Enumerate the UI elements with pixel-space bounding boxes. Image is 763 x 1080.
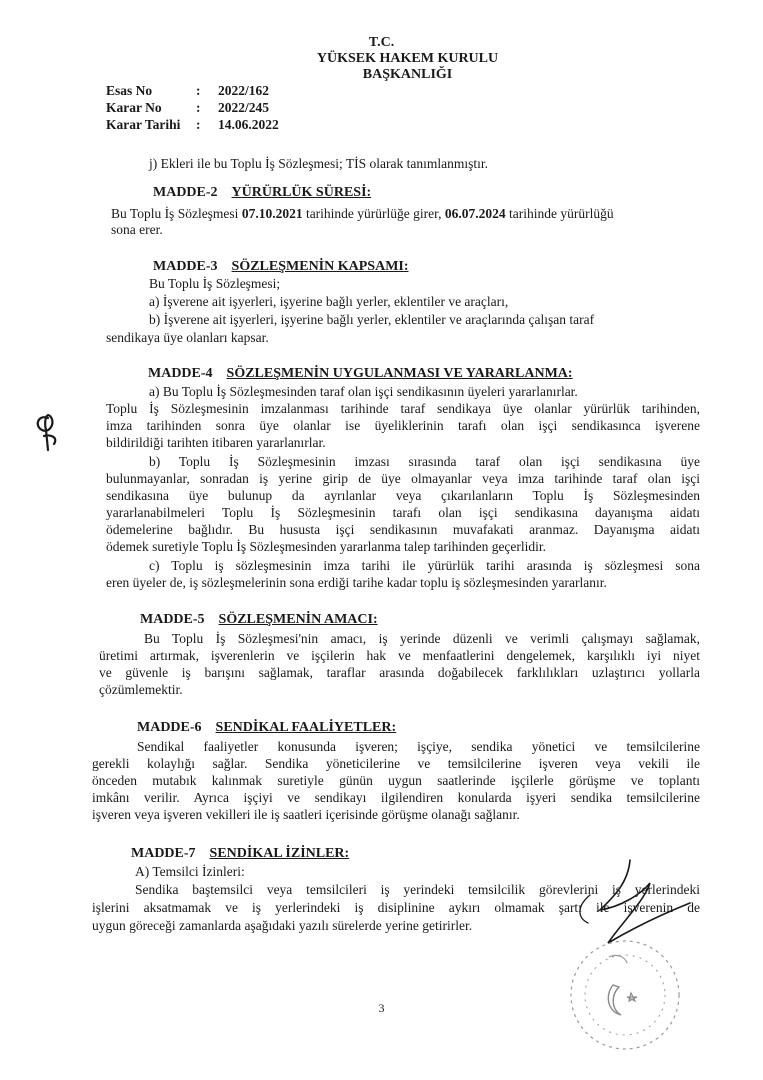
madde-3-line: a) İşverene ait işyerleri, işyerine bağlı yerler, eklentiler ve araçları, bbox=[149, 294, 509, 309]
end-date: 06.07.2024 bbox=[444, 206, 506, 221]
madde-4-line: ödemelerine bağlıdır. Bu hususta işçi sendikasının muvafakati aranmaz. Dayanışma aidatı bbox=[106, 522, 700, 537]
margin-initial-signature bbox=[30, 408, 70, 458]
meta-value: 2022/162 bbox=[218, 83, 270, 98]
madde-4-line: a) Bu Toplu İş Sözleşmesinden taraf olan işçi sendikasının üyeleri yararlanırlar. bbox=[149, 384, 578, 399]
meta-colon: : bbox=[196, 100, 201, 115]
meta-colon: : bbox=[196, 83, 201, 98]
madde-6-line: önceden mutabık kalınmak suretiyle günün uygun saatlerinde işçilerle görüşme ve toplantı bbox=[92, 773, 700, 788]
madde-7-line: uygun göreceği zamanlarda aşağıdaki yazılı sürelerde yerine getirirler. bbox=[92, 918, 473, 933]
madde-3-title: SÖZLEŞMENİN KAPSAMI: bbox=[231, 259, 409, 274]
madde-7-heading bbox=[131, 846, 349, 862]
meta-row-esas bbox=[106, 83, 269, 99]
meta-value: 14.06.2022 bbox=[218, 117, 279, 132]
madde-4-heading bbox=[148, 366, 573, 382]
header-line-2: YÜKSEK HAKEM KURULU bbox=[316, 51, 499, 66]
meta-key: Karar Tarihi bbox=[106, 117, 181, 132]
meta-value: 2022/245 bbox=[218, 100, 270, 115]
meta-row-karar-tarihi bbox=[106, 117, 279, 133]
madde-7-line: A) Temsilci İzinleri: bbox=[135, 864, 245, 879]
madde-2-line-1 bbox=[111, 206, 715, 222]
madde-2-number: MADDE-2 bbox=[153, 185, 218, 200]
header-line-1: T.C. bbox=[368, 35, 395, 50]
meta-key: Esas No bbox=[106, 83, 153, 98]
madde-2-title: YÜRÜRLÜK SÜRESİ: bbox=[231, 185, 372, 200]
madde-4-line: bildirildiği tarihten itibaren yararlanırlar. bbox=[106, 435, 326, 450]
madde-2-text-a: Bu Toplu İş Sözleşmesi bbox=[111, 206, 242, 221]
madde-7-line: işlerini aksatmamak ve iş yerlerindeki iş disiplinine aykırı olmamak şartı ile işverenin de bbox=[92, 900, 700, 915]
official-stamp bbox=[565, 935, 685, 1055]
madde-5-line: çözümlemektir. bbox=[99, 682, 183, 697]
madde-6-title: SENDİKAL FAALİYETLER: bbox=[215, 720, 397, 735]
madde-6-heading bbox=[137, 720, 396, 736]
madde-3-line: b) İşverene ait işyerleri, işyerine bağlı yerler, eklentiler ve araçlarında çalışan taraf bbox=[149, 312, 595, 327]
madde-5-line: Bu Toplu İş Sözleşmesi'nin amacı, iş yerinde düzenli ve verimli çalışmayı sağlamak, bbox=[144, 631, 700, 646]
madde-4-line: b) Toplu İş Sözleşmesinin imzası sırasında taraf olan işçi sendikasına üye bbox=[149, 454, 700, 469]
madde-4-line: yararlanabilmeleri Toplu İş Sözleşmesinin tarafı olan işçi sendikasına dayanışma aidatı bbox=[106, 505, 700, 520]
madde-2-heading bbox=[153, 185, 371, 201]
madde-6-line: işveren veya işveren vekilleri ile iş saatleri içerisinde görüşme olanağı sağlanır. bbox=[92, 807, 520, 822]
madde-4-title: SÖZLEŞMENİN UYGULANMASI VE YARARLANMA: bbox=[226, 366, 573, 381]
madde-6-line: Sendikal faaliyetler konusunda işveren; işçiye, sendika yönetici ve temsilcilerine bbox=[137, 739, 700, 754]
madde-4-line: c) Toplu iş sözleşmesinin imza tarihi ile yürürlük tarihi arasında iş sözleşmesi sona bbox=[149, 558, 700, 573]
madde-5-heading bbox=[140, 612, 378, 628]
meta-key: Karar No bbox=[106, 100, 162, 115]
madde-7-number: MADDE-7 bbox=[131, 846, 196, 861]
madde-5-number: MADDE-5 bbox=[140, 612, 205, 627]
madde-2-text-b: tarihinde yürürlüğe girer, bbox=[302, 206, 445, 221]
madde-2-text-c: tarihinde yürürlüğü bbox=[505, 206, 614, 221]
madde-4-line: eren üyeler de, iş sözleşmelerinin sona erdiği tarihe kadar toplu iş sözleşmesinden yararlanır. bbox=[106, 575, 607, 590]
madde-2-line-2: sona erer. bbox=[111, 222, 163, 237]
header-line-3: BAŞKANLIĞI bbox=[362, 67, 453, 82]
madde-3-line: sendikaya üye olanları kapsar. bbox=[106, 330, 269, 345]
madde-3-heading bbox=[153, 259, 409, 275]
madde-6-line: gerekli kolaylığı sağlar. Sendika yöneticilerine ve temsilcilerine işveren veya vekili ile bbox=[92, 756, 700, 771]
madde-7-title: SENDİKAL İZİNLER: bbox=[209, 846, 350, 861]
madde-7-line: Sendika baştemsilci veya temsilcileri iş yerindeki temsilcilik görevlerini iş yerlerindeki bbox=[135, 882, 700, 897]
madde-3-number: MADDE-3 bbox=[153, 259, 218, 274]
meta-row-karar bbox=[106, 100, 269, 116]
madde-4-line: bulunmayanlar, sonradan iş yerine girip de üye olmayanlar veya imza tarihinde taraf olan işçi bbox=[106, 471, 700, 486]
madde-4-line: sendikasına üye bulunup da ayrılanlar veya çıkarılanların Toplu İş Sözleşmesinden bbox=[106, 488, 700, 503]
madde-6-number: MADDE-6 bbox=[137, 720, 202, 735]
start-date: 07.10.2021 bbox=[241, 206, 303, 221]
item-j: j) Ekleri ile bu Toplu İş Sözleşmesi; TİS olarak tanımlanmıştır. bbox=[149, 156, 489, 171]
madde-4-line: ödemek suretiyle Toplu İş Sözleşmesinden yararlanma talep tarihinden geçerlidir. bbox=[106, 539, 547, 554]
madde-4-number: MADDE-4 bbox=[148, 366, 213, 381]
page-number: 3 bbox=[378, 1001, 385, 1015]
madde-3-line: Bu Toplu İş Sözleşmesi; bbox=[149, 276, 281, 291]
madde-5-line: üretimi artırmak, işverenlerin ve işçilerin hak ve menfaatlerini dengelemek, karşılıklı iyi niyet bbox=[99, 648, 700, 663]
meta-colon: : bbox=[196, 117, 201, 132]
madde-6-line: imkânı verilir. Ayrıca işçiyi ve sendikayı ilgilendiren konularda işyeri sendika temsilcilerine bbox=[92, 790, 700, 805]
madde-5-title: SÖZLEŞMENİN AMACI: bbox=[218, 612, 378, 627]
madde-5-line: ve güvenle iş barışını sağlamak, taraflar arasında doğabilecek farklılıkları uzlaştırıcı yollarla bbox=[99, 665, 700, 680]
madde-4-line: imza tarihinden sonra üye olanlar ise üyeliklerinin tarafı olan işçi sendikasınca işverene bbox=[106, 418, 700, 433]
madde-4-line: Toplu İş Sözleşmesinin imzalanması tarihinde taraf sendikaya üye olanlar yürürlük tarihinden, bbox=[106, 401, 700, 416]
